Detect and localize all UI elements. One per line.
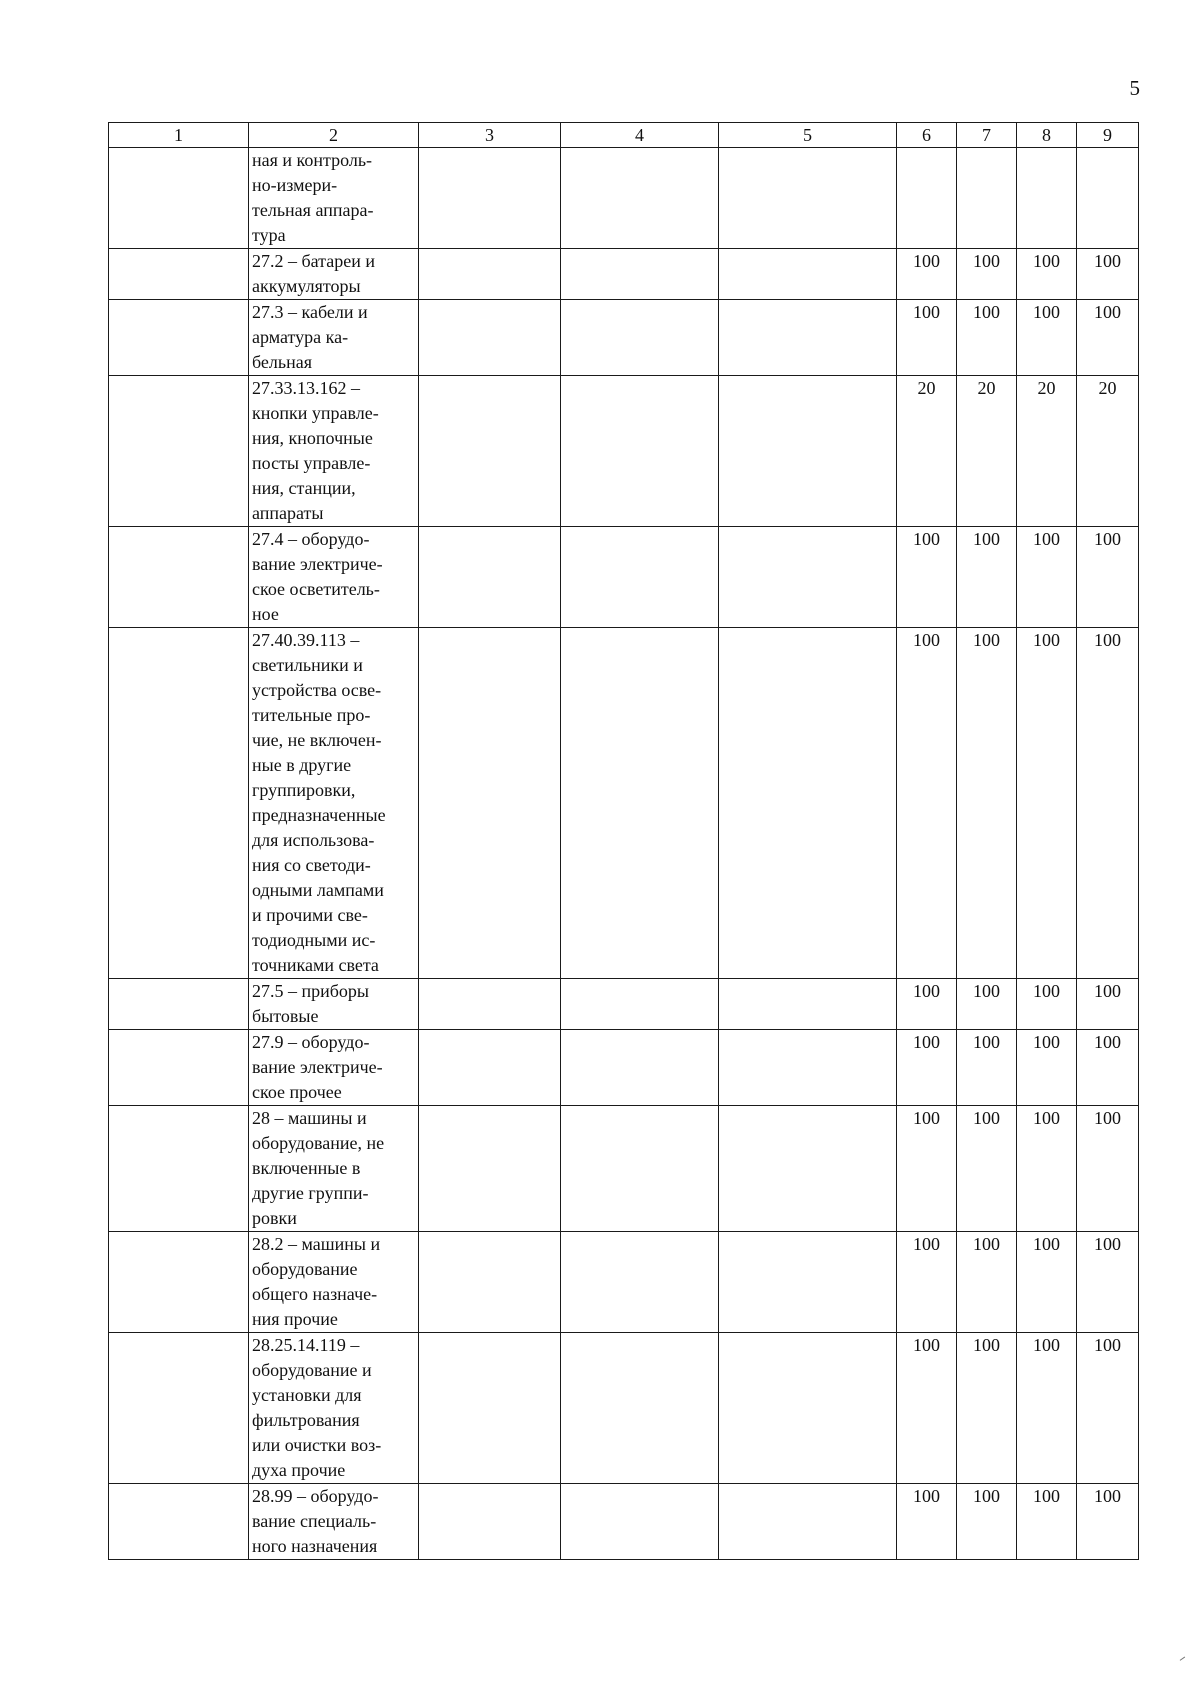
row-cell-col4 xyxy=(561,148,719,249)
row-value-col8: 100 xyxy=(1017,1030,1077,1106)
row-value-col6: 100 xyxy=(897,628,957,979)
row-cell-col4 xyxy=(561,527,719,628)
column-header: 5 xyxy=(719,123,897,148)
row-value-col8: 100 xyxy=(1017,1106,1077,1232)
row-value-col8: 20 xyxy=(1017,376,1077,527)
table-row xyxy=(109,300,1139,376)
column-header: 9 xyxy=(1077,123,1139,148)
table-row xyxy=(109,249,1139,300)
row-value-col8: 100 xyxy=(1017,1333,1077,1484)
row-cell-col1 xyxy=(109,1484,249,1560)
row-cell-col4 xyxy=(561,1030,719,1106)
row-value-col8: 100 xyxy=(1017,527,1077,628)
row-value-col7 xyxy=(957,148,1017,249)
row-description: ная и контроль- но-измери- тельная аппара- тура xyxy=(249,148,419,249)
row-cell-col5 xyxy=(719,979,897,1030)
row-cell-col1 xyxy=(109,1232,249,1333)
row-cell-col5 xyxy=(719,148,897,249)
row-cell-col3 xyxy=(419,1484,561,1560)
row-value-col8: 100 xyxy=(1017,628,1077,979)
table-row xyxy=(109,1232,1139,1333)
page-number: 5 xyxy=(1129,76,1140,100)
row-description: 28.99 – оборудо- вание специаль- ного назначения xyxy=(249,1484,419,1560)
row-cell-col3 xyxy=(419,1106,561,1232)
row-cell-col1 xyxy=(109,1106,249,1232)
table-row xyxy=(109,1030,1139,1106)
column-header: 4 xyxy=(561,123,719,148)
row-value-col6: 100 xyxy=(897,1030,957,1106)
row-description: 27.2 – батареи и аккумуляторы xyxy=(249,249,419,300)
row-value-col7: 100 xyxy=(957,1333,1017,1484)
row-value-col9 xyxy=(1077,148,1139,249)
row-value-col7: 100 xyxy=(957,1484,1017,1560)
row-value-col7: 100 xyxy=(957,628,1017,979)
column-header: 7 xyxy=(957,123,1017,148)
row-cell-col1 xyxy=(109,300,249,376)
row-value-col6: 100 xyxy=(897,1333,957,1484)
row-value-col8 xyxy=(1017,148,1077,249)
row-description: 27.33.13.162 – кнопки управле- ния, кнопочные посты управле- ния, станции, аппараты xyxy=(249,376,419,527)
row-description: 27.4 – оборудо- вание электриче- ское осветитель- ное xyxy=(249,527,419,628)
row-cell-col5 xyxy=(719,628,897,979)
table-header xyxy=(109,123,1139,148)
row-cell-col3 xyxy=(419,376,561,527)
row-value-col9: 100 xyxy=(1077,979,1139,1030)
row-value-col9: 100 xyxy=(1077,300,1139,376)
row-value-col8: 100 xyxy=(1017,979,1077,1030)
table-row xyxy=(109,1106,1139,1232)
row-value-col9: 20 xyxy=(1077,376,1139,527)
row-cell-col5 xyxy=(719,376,897,527)
row-value-col8: 100 xyxy=(1017,249,1077,300)
row-cell-col5 xyxy=(719,1030,897,1106)
row-cell-col3 xyxy=(419,527,561,628)
table-body xyxy=(109,148,1139,1560)
row-description: 27.9 – оборудо- вание электриче- ское прочее xyxy=(249,1030,419,1106)
table-row xyxy=(109,1333,1139,1484)
row-cell-col1 xyxy=(109,1333,249,1484)
row-value-col8: 100 xyxy=(1017,1232,1077,1333)
row-value-col9: 100 xyxy=(1077,1333,1139,1484)
row-cell-col4 xyxy=(561,628,719,979)
row-value-col6: 100 xyxy=(897,1484,957,1560)
row-value-col7: 100 xyxy=(957,1030,1017,1106)
row-description: 27.3 – кабели и арматура ка- бельная xyxy=(249,300,419,376)
row-cell-col5 xyxy=(719,1232,897,1333)
row-cell-col5 xyxy=(719,249,897,300)
row-cell-col3 xyxy=(419,148,561,249)
row-value-col6: 100 xyxy=(897,1232,957,1333)
row-cell-col3 xyxy=(419,300,561,376)
row-cell-col3 xyxy=(419,1232,561,1333)
row-cell-col1 xyxy=(109,979,249,1030)
row-cell-col5 xyxy=(719,527,897,628)
column-header: 8 xyxy=(1017,123,1077,148)
row-cell-col1 xyxy=(109,527,249,628)
row-value-col9: 100 xyxy=(1077,1106,1139,1232)
table-row xyxy=(109,376,1139,527)
row-description: 28 – машины и оборудование, не включенные в другие группи- ровки xyxy=(249,1106,419,1232)
row-cell-col1 xyxy=(109,628,249,979)
row-value-col6: 100 xyxy=(897,300,957,376)
column-header: 6 xyxy=(897,123,957,148)
column-header: 1 xyxy=(109,123,249,148)
row-value-col6: 100 xyxy=(897,979,957,1030)
row-cell-col4 xyxy=(561,376,719,527)
row-value-col7: 100 xyxy=(957,300,1017,376)
row-value-col7: 100 xyxy=(957,1106,1017,1232)
row-cell-col5 xyxy=(719,300,897,376)
row-value-col6: 100 xyxy=(897,249,957,300)
row-value-col8: 100 xyxy=(1017,300,1077,376)
row-value-col9: 100 xyxy=(1077,1232,1139,1333)
row-cell-col4 xyxy=(561,1232,719,1333)
row-cell-col3 xyxy=(419,1333,561,1484)
row-cell-col5 xyxy=(719,1333,897,1484)
data-table xyxy=(108,122,1139,1560)
row-value-col9: 100 xyxy=(1077,249,1139,300)
row-value-col9: 100 xyxy=(1077,628,1139,979)
row-cell-col5 xyxy=(719,1106,897,1232)
row-cell-col1 xyxy=(109,249,249,300)
row-cell-col4 xyxy=(561,249,719,300)
header-row xyxy=(109,123,1139,148)
row-value-col6: 100 xyxy=(897,1106,957,1232)
row-cell-col5 xyxy=(719,1484,897,1560)
row-cell-col3 xyxy=(419,979,561,1030)
column-header: 2 xyxy=(249,123,419,148)
row-value-col6: 20 xyxy=(897,376,957,527)
row-value-col9: 100 xyxy=(1077,1030,1139,1106)
row-value-col7: 20 xyxy=(957,376,1017,527)
row-cell-col3 xyxy=(419,249,561,300)
row-cell-col4 xyxy=(561,300,719,376)
row-description: 28.2 – машины и оборудование общего назначе- ния прочие xyxy=(249,1232,419,1333)
table-row xyxy=(109,527,1139,628)
row-cell-col3 xyxy=(419,628,561,979)
table-row xyxy=(109,148,1139,249)
scan-speck xyxy=(1180,1657,1187,1663)
row-value-col7: 100 xyxy=(957,979,1017,1030)
row-value-col7: 100 xyxy=(957,249,1017,300)
row-description: 28.25.14.119 – оборудование и установки для фильтрования или очистки воз- духа прочие xyxy=(249,1333,419,1484)
row-cell-col1 xyxy=(109,1030,249,1106)
table-row xyxy=(109,979,1139,1030)
row-description: 27.5 – приборы бытовые xyxy=(249,979,419,1030)
row-cell-col1 xyxy=(109,376,249,527)
row-value-col9: 100 xyxy=(1077,527,1139,628)
row-value-col7: 100 xyxy=(957,527,1017,628)
row-cell-col3 xyxy=(419,1030,561,1106)
row-value-col7: 100 xyxy=(957,1232,1017,1333)
row-cell-col4 xyxy=(561,1484,719,1560)
row-value-col8: 100 xyxy=(1017,1484,1077,1560)
row-cell-col1 xyxy=(109,148,249,249)
table-row xyxy=(109,628,1139,979)
row-description: 27.40.39.113 – светильники и устройства осве- тительные про- чие, не включен- ные в другие группировки, предназначенные для использова- ния со светоди- одными лампами и прочими све- тодиодными ис- точниками света xyxy=(249,628,419,979)
row-value-col6: 100 xyxy=(897,527,957,628)
row-value-col9: 100 xyxy=(1077,1484,1139,1560)
row-cell-col4 xyxy=(561,1333,719,1484)
row-cell-col4 xyxy=(561,1106,719,1232)
row-cell-col4 xyxy=(561,979,719,1030)
row-value-col6 xyxy=(897,148,957,249)
table-row xyxy=(109,1484,1139,1560)
column-header: 3 xyxy=(419,123,561,148)
